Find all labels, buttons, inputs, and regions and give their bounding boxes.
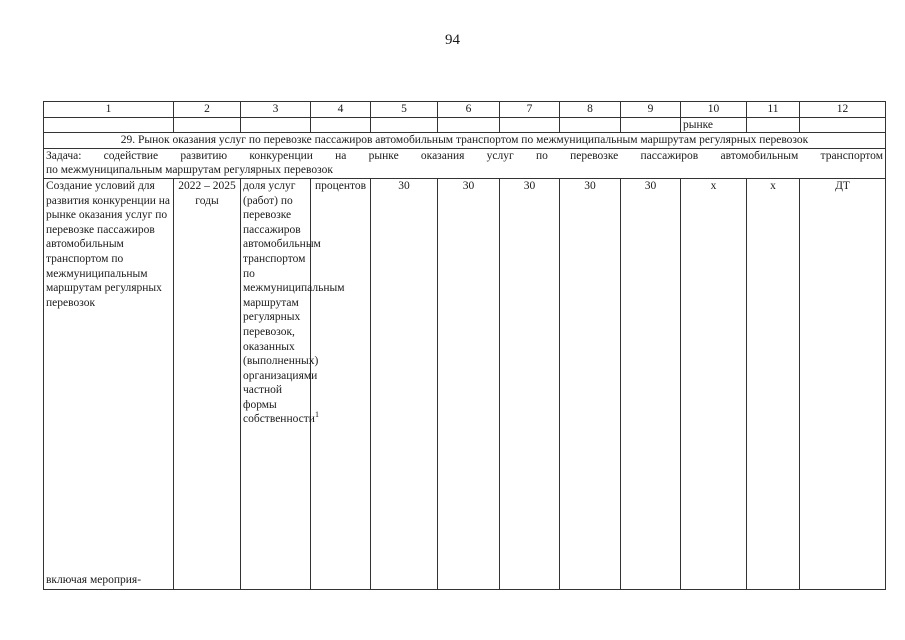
carryover-text: рынке <box>681 117 747 133</box>
col-num-9: 9 <box>621 102 681 118</box>
carryover-row <box>44 117 886 133</box>
col-num-10: 10 <box>681 102 747 118</box>
section-title: 29. Рынок оказания услуг по перевозке пассажиров автомобильным транспортом по межмуниципальным маршрутам регулярных перевозок <box>44 133 886 149</box>
value-11: х <box>747 178 800 589</box>
measure-cell <box>44 178 174 589</box>
value-5: 30 <box>371 178 438 589</box>
section-row <box>44 133 886 149</box>
value-8: 30 <box>560 178 621 589</box>
col-num-12: 12 <box>800 102 886 118</box>
task-row <box>44 148 886 178</box>
column-number-row <box>44 102 886 118</box>
indicator-text: доля услуг (работ) по перевозке пассажиров автомобильным транспортом по межмуниципальным маршрутам регулярных перевозок, оказанных (выполненных) организациями частной формы собственности <box>243 179 345 426</box>
value-10: х <box>681 178 747 589</box>
col-num-5: 5 <box>371 102 438 118</box>
value-9: 30 <box>621 178 681 589</box>
measure-continuation: включая мероприя- <box>46 574 142 587</box>
col-num-7: 7 <box>500 102 560 118</box>
task-text <box>44 148 886 178</box>
value-7: 30 <box>500 178 560 589</box>
table-row <box>44 178 886 589</box>
col-num-6: 6 <box>438 102 500 118</box>
col-num-1: 1 <box>44 102 174 118</box>
period-cell: 2022 – 2025 годы <box>174 178 241 589</box>
measure-text: Создание условий для развития конкуренции на рынке оказания услуг по перевозке пассажиров автомобильным транспортом по межмуниципальным маршрутам регулярных перевозок <box>46 179 171 309</box>
footnote-mark: 1 <box>314 410 319 420</box>
data-table <box>43 101 886 590</box>
task-line-2: по межмуниципальным маршрутам регулярных перевозок <box>46 164 333 177</box>
executor-cell: ДТ <box>800 178 886 589</box>
page-number: 94 <box>445 32 460 48</box>
col-num-11: 11 <box>747 102 800 118</box>
col-num-4: 4 <box>311 102 371 118</box>
task-line-1: Задача: содействие развитию конкуренции на рынке оказания услуг по перевозке пассажиров автомобильным транспортом <box>46 149 883 162</box>
col-num-8: 8 <box>560 102 621 118</box>
col-num-3: 3 <box>241 102 311 118</box>
col-num-2: 2 <box>174 102 241 118</box>
value-6: 30 <box>438 178 500 589</box>
unit-cell: процентов <box>311 178 371 589</box>
